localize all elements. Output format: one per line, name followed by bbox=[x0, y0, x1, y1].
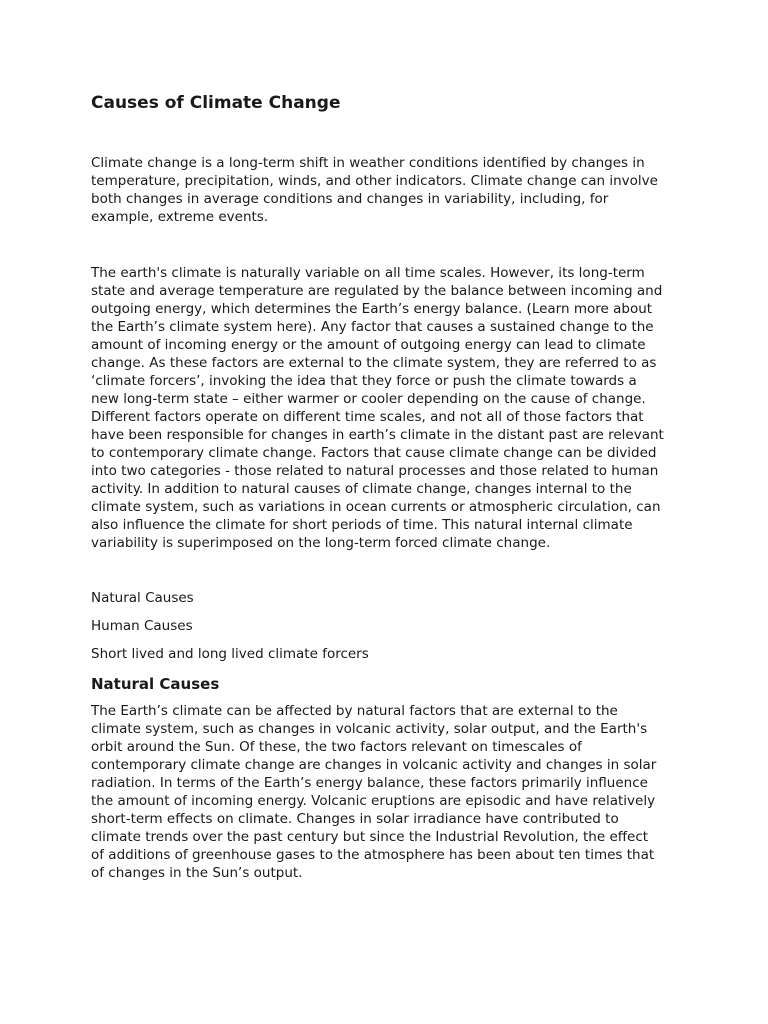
natural-line: orbit around the Sun. Of these, the two factors relevant on timescales of bbox=[91, 739, 582, 755]
natural-line: radiation. In terms of the Earth’s energy balance, these factors primarily influence bbox=[91, 775, 648, 791]
intro-line: example, extreme events. bbox=[91, 209, 269, 225]
natural-causes-heading: Natural Causes bbox=[91, 675, 220, 693]
intro-line: Climate change is a long-term shift in weather conditions identified by changes in bbox=[91, 155, 645, 171]
body-line: Different factors operate on different time scales, and not all of those factors that bbox=[91, 409, 644, 425]
body-line: into two categories - those related to natural processes and those related to human bbox=[91, 463, 659, 479]
body-line: activity. In addition to natural causes of climate change, changes internal to the bbox=[91, 481, 632, 497]
body-line: variability is superimposed on the long-term forced climate change. bbox=[91, 535, 551, 551]
body-line: The earth's climate is naturally variable on all time scales. However, its long-term bbox=[91, 265, 645, 281]
body-line: new long-term state – either warmer or cooler depending on the cause of change. bbox=[91, 391, 646, 407]
natural-line: of changes in the Sun’s output. bbox=[91, 865, 303, 881]
body-line: also influence the climate for short periods of time. This natural internal climate bbox=[91, 517, 633, 533]
body-line: the Earth’s climate system here). Any factor that causes a sustained change to the bbox=[91, 319, 654, 335]
page-title: Causes of Climate Change bbox=[91, 93, 341, 113]
body-line: outgoing energy, which determines the Earth’s energy balance. (Learn more about bbox=[91, 301, 653, 317]
intro-line: both changes in average conditions and changes in variability, including, for bbox=[91, 191, 609, 207]
natural-line: the amount of incoming energy. Volcanic eruptions are episodic and have relatively bbox=[91, 793, 656, 809]
natural-line: contemporary climate change are changes in volcanic activity and changes in solar bbox=[91, 757, 657, 773]
natural-line: climate system, such as changes in volcanic activity, solar output, and the Earth's bbox=[91, 721, 648, 737]
intro-line: temperature, precipitation, winds, and other indicators. Climate change can involve bbox=[91, 173, 658, 189]
body-line: amount of incoming energy or the amount of outgoing energy can lead to climate bbox=[91, 337, 646, 353]
natural-causes-paragraph bbox=[91, 702, 691, 882]
natural-line: The Earth’s climate can be affected by natural factors that are external to the bbox=[91, 703, 618, 719]
natural-line: climate trends over the past century but since the Industrial Revolution, the effect bbox=[91, 829, 649, 845]
body-line: state and average temperature are regulated by the balance between incoming and bbox=[91, 283, 663, 299]
body-paragraph bbox=[91, 264, 691, 552]
body-line: have been responsible for changes in earth’s climate in the distant past are relevant bbox=[91, 427, 664, 443]
body-line: change. As these factors are external to the climate system, they are referred to as bbox=[91, 355, 657, 371]
body-line: to contemporary climate change. Factors that cause climate change can be divided bbox=[91, 445, 657, 461]
natural-line: short-term effects on climate. Changes in solar irradiance have contributed to bbox=[91, 811, 619, 827]
link-natural-causes[interactable]: Natural Causes bbox=[91, 590, 194, 606]
natural-line: of additions of greenhouse gases to the atmosphere has been about ten times that bbox=[91, 847, 655, 863]
body-line: ‘climate forcers’, invoking the idea that they force or push the climate towards a bbox=[91, 373, 637, 389]
link-human-causes[interactable]: Human Causes bbox=[91, 618, 193, 634]
body-line: climate system, such as variations in ocean currents or atmospheric circulation, can bbox=[91, 499, 661, 515]
intro-paragraph bbox=[91, 154, 691, 226]
link-climate-forcers[interactable]: Short lived and long lived climate forcers bbox=[91, 646, 369, 662]
